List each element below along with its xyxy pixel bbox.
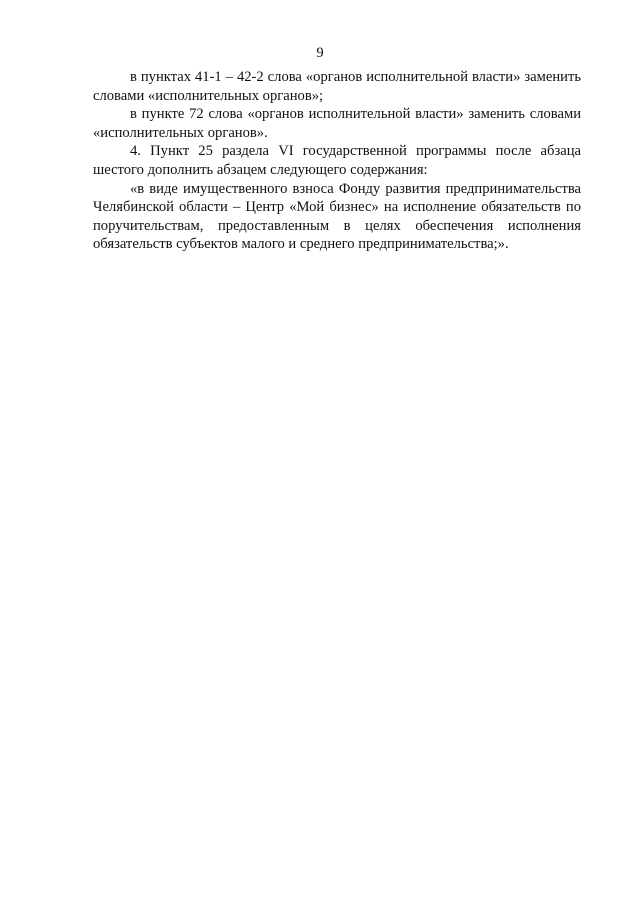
paragraph-4 bbox=[93, 180, 581, 254]
paragraph-line: 4. Пункт 25 раздела VI государственной программы после абзаца bbox=[130, 143, 581, 160]
paragraph-line: словами «исполнительных органов»; bbox=[93, 87, 324, 104]
paragraph-line: поручительствам, предоставленным в целях обеспечения исполнения bbox=[93, 217, 581, 234]
paragraph-1 bbox=[93, 68, 581, 105]
paragraph-2 bbox=[93, 105, 581, 142]
paragraph-line: в пунктах 41-1 – 42-2 слова «органов исполнительной власти» заменить bbox=[130, 69, 581, 85]
paragraph-line: Челябинской области – Центр «Мой бизнес» на исполнение обязательств по bbox=[93, 199, 581, 216]
document-body bbox=[93, 68, 581, 254]
paragraph-line: обязательств субъектов малого и среднего предпринимательства;». bbox=[93, 236, 509, 253]
paragraph-3 bbox=[93, 142, 581, 179]
paragraph-line: в пункте 72 слова «органов исполнительной власти» заменить словами bbox=[130, 106, 581, 123]
page-number: 9 bbox=[316, 45, 324, 61]
paragraph-line: «в виде имущественного взноса Фонду развития предпринимательства bbox=[130, 180, 581, 197]
paragraph-line: «исполнительных органов». bbox=[93, 124, 268, 141]
paragraph-line: шестого дополнить абзацем следующего содержания: bbox=[93, 161, 428, 178]
